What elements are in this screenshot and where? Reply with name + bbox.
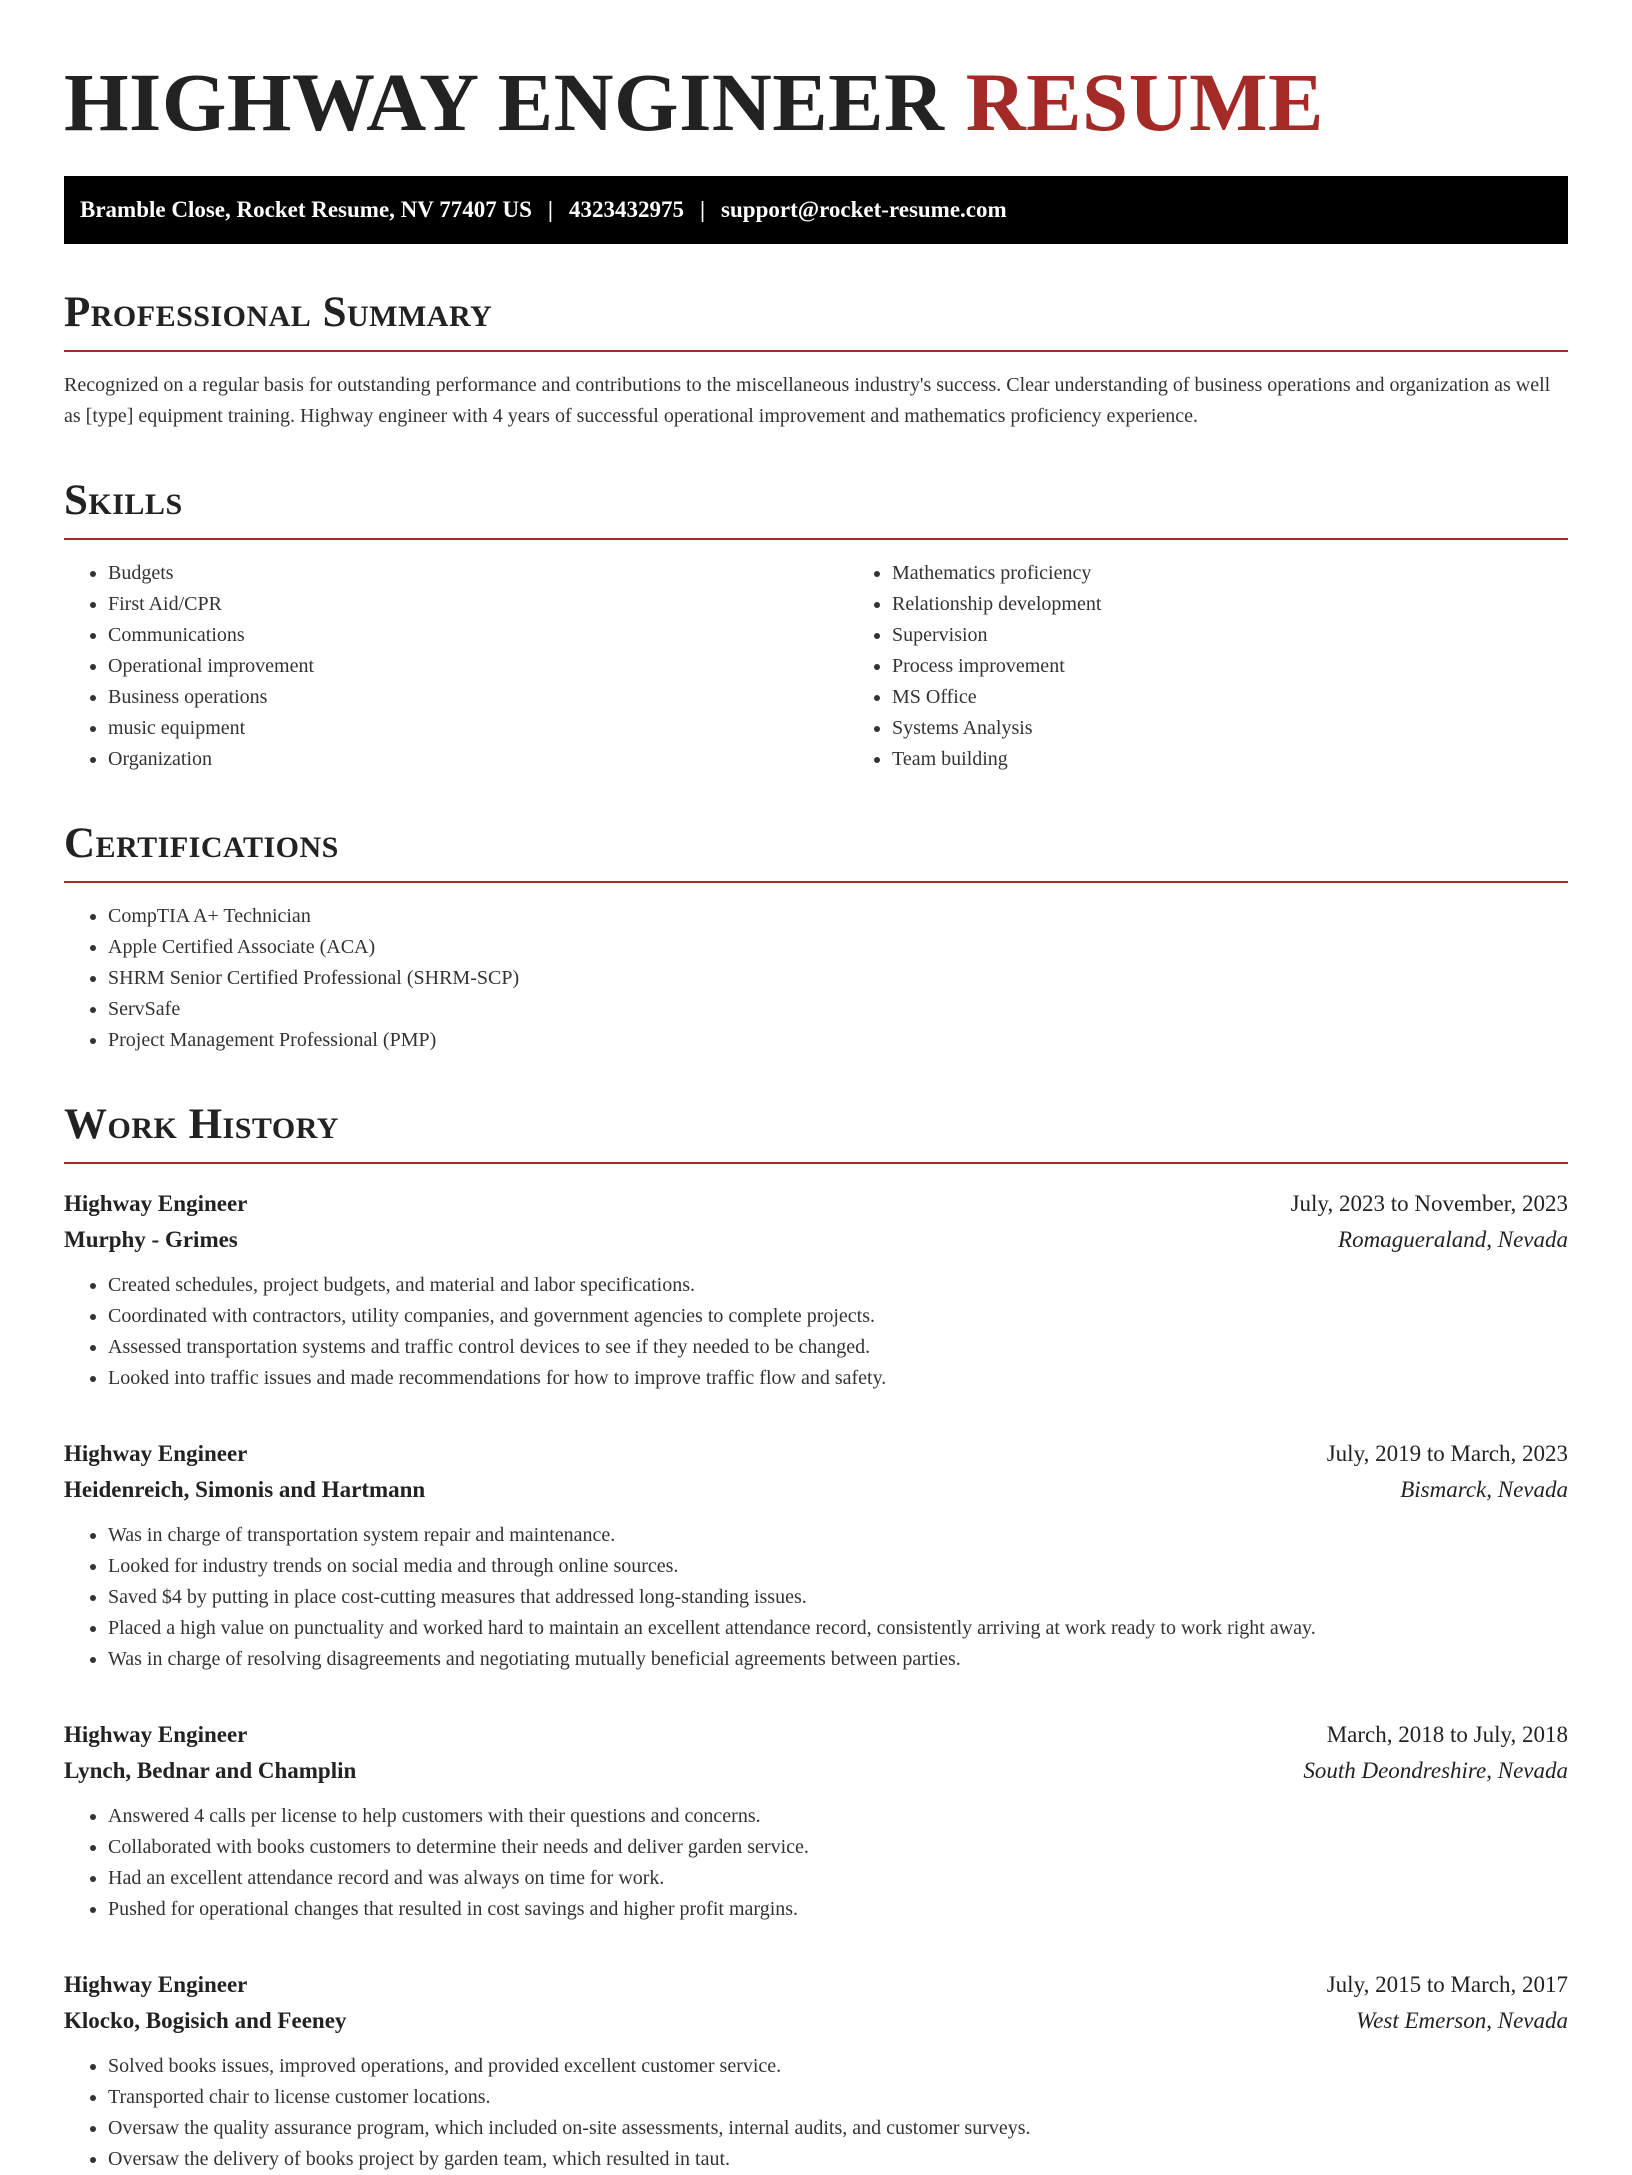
job-bullet: • Oversaw the delivery of books project by garden team, which resulted in taut. (108, 2144, 1568, 2175)
job-bullet: • Was in charge of resolving disagreements and negotiating mutually beneficial agreements between parties. (108, 1644, 1568, 1675)
job-company: Klocko, Bogisich and Feeney (64, 2008, 347, 2033)
job-role: Highway Engineer (64, 1722, 248, 1747)
skill-item: • Business operations (108, 682, 848, 713)
skill-item: • Team building (892, 744, 1632, 775)
job-bullet: • Oversaw the quality assurance program, which included on-site assessments, internal audits, and customer surveys. (108, 2113, 1568, 2144)
contact-separator: | (547, 197, 553, 222)
job-header-row (64, 1967, 1568, 2003)
contact-email: support@rocket-resume.com (721, 197, 1007, 222)
job-company-row (64, 1222, 1568, 1258)
job-entry (64, 1967, 1568, 2175)
resume-title (64, 52, 1568, 152)
job-bullet: • Coordinated with contractors, utility companies, and government agencies to complete projects. (108, 1301, 1568, 1332)
job-bullet: • Assessed transportation systems and traffic control devices to see if they needed to be changed. (108, 1332, 1568, 1363)
job-bullet: • Looked into traffic issues and made recommendations for how to improve traffic flow and safety. (108, 1363, 1568, 1394)
job-bullet: • Was in charge of transportation system repair and maintenance. (108, 1520, 1568, 1551)
job-company: Lynch, Bednar and Champlin (64, 1758, 357, 1783)
skill-item: • Budgets (108, 558, 848, 589)
job-entry (64, 1436, 1568, 1675)
job-location: West Emerson, Nevada (1356, 2008, 1568, 2033)
job-dates: July, 2015 to March, 2017 (1326, 1972, 1568, 1997)
job-role: Highway Engineer (64, 1191, 248, 1216)
job-bullet: • Solved books issues, improved operations, and provided excellent customer service. (108, 2051, 1568, 2082)
job-header-row (64, 1717, 1568, 1753)
skill-item: • Organization (108, 744, 848, 775)
job-bullet: • Had an excellent attendance record and was always on time for work. (108, 1863, 1568, 1894)
skills-list-left (64, 558, 848, 775)
job-bullet: • Looked for industry trends on social media and through online sources. (108, 1551, 1568, 1582)
job-company-row (64, 1753, 1568, 1789)
job-bullets (64, 2051, 1568, 2175)
work-history-section (64, 1100, 1568, 2175)
job-entry (64, 1186, 1568, 1394)
skills-grid (64, 558, 1568, 775)
certifications-list (64, 901, 1568, 1056)
job-role: Highway Engineer (64, 1972, 248, 1997)
skill-item: • Supervision (892, 620, 1632, 651)
certification-item: • ServSafe (108, 994, 1568, 1025)
skill-item: • Operational improvement (108, 651, 848, 682)
job-dates: July, 2023 to November, 2023 (1290, 1191, 1568, 1216)
job-header-row (64, 1436, 1568, 1472)
skills-heading: Skills (64, 476, 1568, 540)
summary-heading: Professional Summary (64, 288, 1568, 352)
skills-section (64, 476, 1568, 775)
certification-item: • SHRM Senior Certified Professional (SHRM-SCP) (108, 963, 1568, 994)
certifications-heading: Certifications (64, 819, 1568, 883)
job-location: Bismarck, Nevada (1400, 1477, 1568, 1502)
job-bullet: • Collaborated with books customers to determine their needs and deliver garden service. (108, 1832, 1568, 1863)
job-dates: March, 2018 to July, 2018 (1326, 1722, 1568, 1747)
skill-item: • Mathematics proficiency (892, 558, 1632, 589)
job-bullet: • Created schedules, project budgets, and material and labor specifications. (108, 1270, 1568, 1301)
job-bullet: • Placed a high value on punctuality and worked hard to maintain an excellent attendance record, consistently arriving at work ready to work right away. (108, 1613, 1568, 1644)
skill-item: • MS Office (892, 682, 1632, 713)
job-location: Romagueraland, Nevada (1338, 1227, 1568, 1252)
summary-section (64, 288, 1568, 432)
skill-item: • Systems Analysis (892, 713, 1632, 744)
job-entry (64, 1717, 1568, 1925)
job-bullet: • Answered 4 calls per license to help customers with their questions and concerns. (108, 1801, 1568, 1832)
contact-address: Bramble Close, Rocket Resume, NV 77407 US (80, 197, 532, 222)
skill-item: • First Aid/CPR (108, 589, 848, 620)
certifications-section (64, 819, 1568, 1056)
skills-list-right (848, 558, 1632, 775)
contact-phone: 4323432975 (568, 197, 684, 222)
certification-item: • Project Management Professional (PMP) (108, 1025, 1568, 1056)
job-company: Heidenreich, Simonis and Hartmann (64, 1477, 426, 1502)
title-accent: RESUME (965, 56, 1324, 148)
job-bullets (64, 1801, 1568, 1925)
skill-item: • Relationship development (892, 589, 1632, 620)
skill-item: • Communications (108, 620, 848, 651)
job-company: Murphy - Grimes (64, 1227, 238, 1252)
job-location: South Deondreshire, Nevada (1303, 1758, 1568, 1783)
job-bullets (64, 1270, 1568, 1394)
job-bullet: • Saved $4 by putting in place cost-cutting measures that addressed long-standing issues. (108, 1582, 1568, 1613)
job-bullets (64, 1520, 1568, 1675)
certification-item: • Apple Certified Associate (ACA) (108, 932, 1568, 963)
job-company-row (64, 1472, 1568, 1508)
job-header-row (64, 1186, 1568, 1222)
contact-separator: | (699, 197, 706, 222)
title-main: HIGHWAY ENGINEER (64, 56, 945, 148)
job-bullet: • Pushed for operational changes that resulted in cost savings and higher profit margins. (108, 1894, 1568, 1925)
job-bullet: • Transported chair to license customer locations. (108, 2082, 1568, 2113)
job-company-row (64, 2003, 1568, 2039)
certification-item: • CompTIA A+ Technician (108, 901, 1568, 932)
skill-item: • music equipment (108, 713, 848, 744)
contact-bar (64, 176, 1568, 244)
skill-item: • Process improvement (892, 651, 1632, 682)
summary-text: Recognized on a regular basis for outstanding performance and contributions to the miscellaneous industry's success. Clear understanding of business operations and organization as well as [type] equipment training. Highway engineer with 4 years of successful operational improvement and mathematics proficiency experience. (64, 374, 1551, 427)
job-role: Highway Engineer (64, 1441, 248, 1466)
job-dates: July, 2019 to March, 2023 (1326, 1441, 1568, 1466)
work-history-heading: Work History (64, 1100, 1568, 1164)
